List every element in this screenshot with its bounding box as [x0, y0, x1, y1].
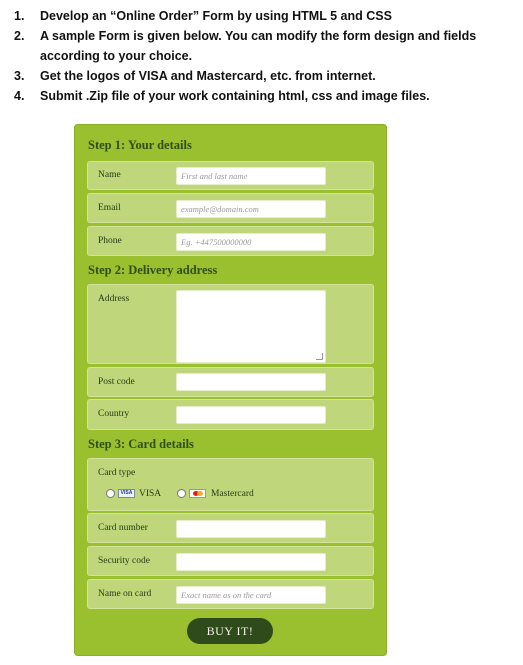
- address-row: [87, 284, 374, 364]
- order-form: [74, 124, 387, 656]
- visa-option-label[interactable]: VISA: [139, 489, 162, 499]
- mastercard-radio[interactable]: [177, 489, 186, 498]
- instructions-list: [14, 6, 519, 106]
- cardtype-label: Card type: [98, 468, 136, 478]
- name-row: [87, 161, 374, 190]
- phone-row: [87, 226, 374, 256]
- address-label: Address: [98, 294, 130, 304]
- instruction-number: 4.: [14, 89, 25, 103]
- nameoncard-row: [87, 579, 374, 609]
- email-row: [87, 193, 374, 223]
- email-label: Email: [98, 203, 121, 213]
- instruction-item: [14, 86, 519, 106]
- country-label: Country: [98, 409, 130, 419]
- cardnumber-input[interactable]: [176, 520, 326, 538]
- instruction-text: Get the logos of VISA and Mastercard, etc. from internet.: [40, 69, 376, 83]
- email-input[interactable]: example@domain.com: [176, 200, 326, 218]
- step1-heading: Step 1: Your details: [88, 138, 192, 152]
- country-row: [87, 399, 374, 430]
- instruction-text: A sample Form is given below. You can modify the form design and fields according to your choice.: [40, 29, 477, 63]
- mastercard-logo: [189, 489, 206, 498]
- name-input[interactable]: First and last name: [176, 167, 326, 185]
- mastercard-option-label[interactable]: Mastercard: [211, 489, 254, 499]
- nameoncard-input[interactable]: Exact name as on the card: [176, 586, 326, 604]
- instruction-item: [14, 26, 519, 66]
- visa-radio[interactable]: [106, 489, 115, 498]
- phone-label: Phone: [98, 236, 122, 246]
- postcode-label: Post code: [98, 377, 135, 387]
- instruction-number: 2.: [14, 29, 25, 43]
- instruction-number: 1.: [14, 9, 25, 23]
- security-input[interactable]: [176, 553, 326, 571]
- cardtype-row: [87, 458, 374, 511]
- cardnumber-label: Card number: [98, 523, 148, 533]
- instruction-number: 3.: [14, 69, 25, 83]
- cardnumber-row: [87, 513, 374, 543]
- step3-heading: Step 3: Card details: [88, 437, 194, 451]
- visa-logo: VISA: [118, 489, 135, 498]
- resize-grip-icon[interactable]: [316, 353, 323, 360]
- instruction-text: Submit .Zip file of your work containing html, css and image files.: [40, 89, 430, 103]
- country-input[interactable]: [176, 406, 326, 424]
- instruction-text: Develop an “Online Order” Form by using HTML 5 and CSS: [40, 9, 392, 23]
- instruction-item: [14, 6, 519, 26]
- phone-input[interactable]: Eg. +447500000000: [176, 233, 326, 251]
- buy-button[interactable]: BUY IT!: [187, 618, 273, 644]
- step2-heading: Step 2: Delivery address: [88, 263, 218, 277]
- name-label: Name: [98, 170, 121, 180]
- nameoncard-label: Name on card: [98, 589, 152, 599]
- address-textarea[interactable]: [176, 290, 326, 363]
- security-row: [87, 546, 374, 576]
- instruction-item: [14, 66, 519, 86]
- security-label: Security code: [98, 556, 150, 566]
- postcode-input[interactable]: [176, 373, 326, 391]
- postcode-row: [87, 367, 374, 397]
